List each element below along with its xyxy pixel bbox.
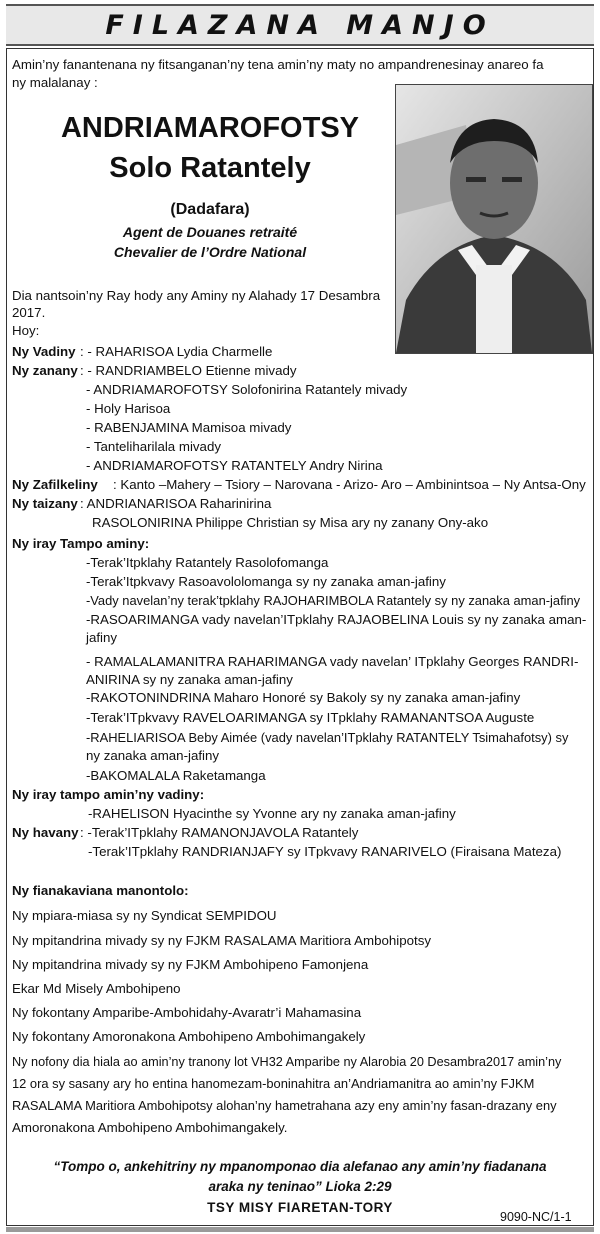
bottom-rule: [6, 1227, 594, 1232]
zanany-item: : - RANDRIAMBELO Etienne mivady: [80, 363, 297, 378]
bible-quote-line-2: araka ny teninao” Lioka 2:29: [208, 1179, 392, 1194]
tampo-item: -Vady navelan’ny terak’tpklahy RAJOHARIMBOLA Ratantely sy ny zanaka aman-jafiny: [86, 593, 581, 608]
havany-item: -Terak’ITpklahy RANDRIANJAFY sy ITpkvavy RANARIVELO (Firaisana Mateza): [88, 844, 562, 859]
vadiny-value: : - RAHARISOA Lydia Charmelle: [80, 344, 273, 359]
tampo-item: -RAKOTONINDRINA Maharo Honoré sy Bakoly sy ny zanaka aman-jafiny: [86, 690, 521, 705]
vadiny-label: Ny Vadiny: [12, 344, 76, 359]
portrait-image: [396, 85, 592, 353]
zafikeliny-label: Ny Zafilkeliny: [12, 477, 98, 492]
tampo-item: -Terak’ITpkvavy RAVELOARIMANGA sy ITpklahy RAMANANTSOA Auguste: [86, 710, 535, 725]
intro-line-2: ny malalanay :: [12, 75, 98, 90]
funeral-line: Amoronakona Ambohipeno Ambohimangakely.: [12, 1120, 288, 1135]
page-header: [6, 4, 594, 46]
funeral-line: Ny nofony dia hiala ao amin’ny tranony lot VH32 Amparibe ny Alarobia 20 Desambra2017 amin’ny: [12, 1055, 562, 1069]
deceased-given-name: Solo Ratantely: [109, 152, 311, 184]
tampo-label: Ny iray Tampo aminy:: [12, 536, 150, 551]
page-title: FILAZANA MANJO: [105, 9, 495, 41]
havany-label: Ny havany: [12, 825, 79, 840]
death-line-3: Hoy:: [12, 323, 40, 338]
tampo-item: ny zanaka aman-jafiny: [86, 748, 220, 763]
deceased-title-2: Chevalier de l’Ordre National: [113, 244, 307, 260]
fianakaviana-item: Ny mpitandrina mivady sy ny FJKM RASALAMA Maritiora Ambohipotsy: [12, 933, 431, 948]
tampo-item: -Terak’Itpkvavy Rasoavololomanga sy ny zanaka aman-jafiny: [86, 574, 446, 589]
closing-statement: TSY MISY FIARETAN-TORY: [207, 1200, 393, 1215]
tampo-vadiny-label-text: Ny iray tampo amin’ny vadiny: [12, 787, 200, 802]
tampo-item: -RAHELIARISOA Beby Aimée (vady navelan’ITpklahy RATANTELY Tsimahafotsy) sy: [86, 730, 569, 745]
fianakaviana-heading: Ny fianakaviana manontolo:: [12, 883, 189, 898]
zanany-item: - Holy Harisoa: [86, 401, 171, 416]
tampo-item: - RAMALALAMANITRA RAHARIMANGA vady navelan’ ITpklahy Georges RANDRI-: [86, 654, 579, 669]
deceased-surname: ANDRIAMAROFOTSY: [60, 112, 360, 144]
deceased-nickname: (Dadafara): [170, 201, 250, 218]
zanany-item: - ANDRIAMAROFOTSY RATANTELY Andry Nirina: [86, 458, 383, 473]
zanany-item: - Tanteliharilala mivady: [86, 439, 222, 454]
havany-item: : -Terak’ITpklahy RAMANONJAVOLA Ratantely: [80, 825, 359, 840]
funeral-line: 12 ora sy sasany ary ho entina hanomezam-boninahitra an’Andriamanitra ao amin’ny FJKM: [12, 1076, 535, 1091]
deceased-title-1: Agent de Douanes retraité: [122, 224, 298, 240]
tampo-item: jafiny: [86, 630, 118, 645]
zanany-item: - RABENJAMINA Mamisoa mivady: [86, 420, 292, 435]
death-line-1: Dia nantsoin’ny Ray hody any Aminy ny Alahady 17 Desambra: [12, 288, 381, 303]
taizany-item: RASOLONIRINA Philippe Christian sy Misa ary ny zanany Ony-ako: [92, 515, 489, 530]
tampo-item: -Terak’Itpklahy Ratantely Rasolofomanga: [86, 555, 329, 570]
intro-line-1: Amin’ny fanantenana ny fitsanganan’ny tena amin’ny maty no ampandrenesinay anareo fa: [12, 57, 544, 72]
tampo-item: -RASOARIMANGA vady navelan’ITpklahy RAJAOBELINA Louis sy ny zanaka aman-: [86, 612, 587, 627]
fianakaviana-item: Ekar Md Misely Ambohipeno: [12, 981, 181, 996]
zafikeliny-value: : Kanto –Mahery – Tsiory – Narovana - Arizo- Aro – Ambinintsoa – Ny Antsa-Ony: [113, 477, 586, 492]
taizany-label: Ny taizany: [12, 496, 78, 511]
taizany-item: : ANDRIANARISOA Raharinirina: [80, 496, 272, 511]
funeral-line: RASALAMA Maritiora Ambohipotsy alohan’ny hametrahana azy eny amin’ny fasan-drazany eny: [12, 1098, 557, 1113]
tampo-vadiny-item: -RAHELISON Hyacinthe sy Yvonne ary ny zanaka aman-jafiny: [88, 806, 456, 821]
fianakaviana-item: Ny fokontany Amoronakona Ambohipeno Ambohimangakely: [12, 1029, 366, 1044]
death-line-2: 2017.: [12, 305, 46, 320]
tampo-vadiny-label: Ny iray tampo amin’ny vadiny:: [12, 787, 205, 802]
zanany-item: - ANDRIAMAROFOTSY Solofonirina Ratantely mivady: [86, 382, 408, 397]
bible-quote-line-1: “Tompo o, ankehitriny ny mpanomponao dia alefanao any amin’ny fiadanana: [53, 1159, 547, 1174]
tampo-item: -BAKOMALALA Raketamanga: [86, 768, 266, 783]
tampo-item: ANIRINA sy ny zanaka aman-jafiny: [86, 672, 293, 687]
deceased-portrait: [395, 84, 593, 354]
fianakaviana-item: Ny mpitandrina mivady sy ny FJKM Ambohipeno Famonjena: [12, 957, 369, 972]
reference-code: 9090-NC/1-1: [500, 1210, 572, 1224]
fianakaviana-item: Ny mpiara-miasa sy ny Syndicat SEMPIDOU: [12, 908, 277, 923]
fianakaviana-item: Ny fokontany Amparibe-Ambohidahy-Avaratr’i Mahamasina: [12, 1005, 362, 1020]
zanany-label: Ny zanany: [12, 363, 78, 378]
